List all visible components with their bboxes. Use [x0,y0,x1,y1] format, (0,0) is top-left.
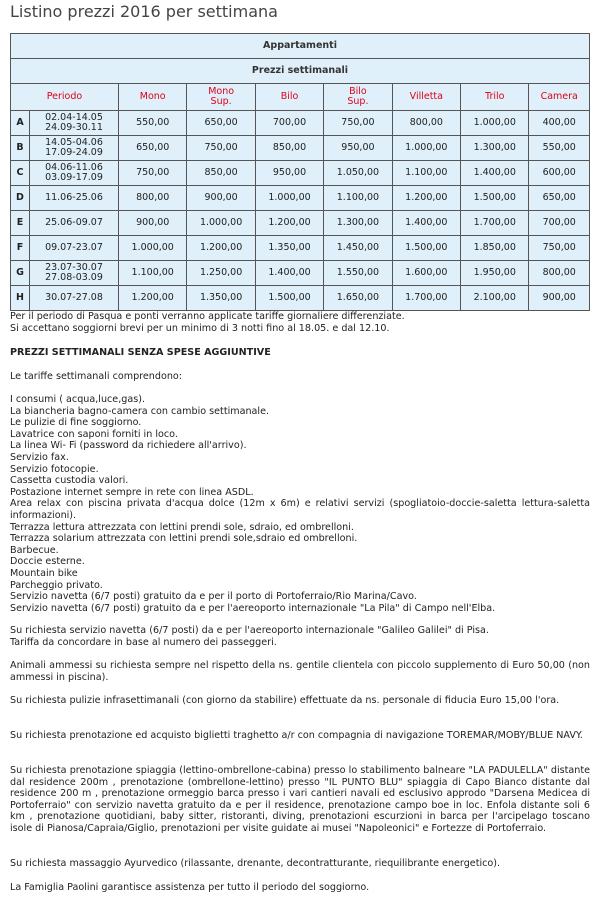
row-period: 23.07-30.07 27.08-03.09 [30,261,119,286]
section-title: PREZZI SETTIMANALI SENZA SPESE AGGIUNTIVE [10,347,271,358]
included-item: Area relax con piscina privata d'acqua dolce (12m x 6m) e relativi servizi (spogliatoio-doccie-saletta lettura-saletta informazioni). [10,498,590,521]
table-row [11,161,590,186]
included-item: La biancheria bagno-camera con cambio settimanale. [10,405,270,417]
ferry-note: Su richiesta prenotazione ed acquisto biglietti traghetto a/r con compagnia di navigazione TOREMAR/MOBY/BLUE NAVY. [10,730,583,741]
row-letter: D [11,186,30,211]
included-item: I consumi ( acqua,luce,gas). [10,394,146,405]
column-header: Bilo [255,84,323,111]
price-cell: 1.000,00 [461,111,529,136]
price-cell: 750,00 [119,161,187,186]
massage-note: Su richiesta massaggio Ayurvedico (rilassante, drenante, decontratturante, riequilibrante energetico). [10,858,501,869]
price-cell: 750,00 [529,236,590,261]
price-cell: 1.850,00 [461,236,529,261]
price-cell: 1.250,00 [187,261,255,286]
price-cell: 1.350,00 [255,236,323,261]
price-cell: 650,00 [119,136,187,161]
price-cell: 1.500,00 [255,286,323,311]
column-header: Villetta [392,84,460,111]
row-period: 04.06-11.06 03.09-17.09 [30,161,119,186]
price-cell: 1.400,00 [461,161,529,186]
price-cell: 2.100,00 [461,286,529,311]
price-cell: 1.000,00 [255,186,323,211]
beach-note: Su richiesta prenotazione spiaggia (lettino-ombrellone-cabina) presso lo stabilimento balneare "LA PADULELLA" distante dal residence 200m , prenotazione (ombrellone-lettino) presso "IL PUNTO BLU" spiaggia di Capo Bianco distante dal residence 200 m , prenotazione ormeggio barca presso i vari cantieri navali ed esclusivo approdo "Darsena Medicea di Portoferraio" con servizio navetta gratuito da e per il residence, prenotazione campo boe in loc. Enfola distante soli 6 km , prenotazione quotidiani, baby sitter, ristoranti, diving, prenotazioni escurzioni in barca per l'arcipelago toscano isole di Pianosa/Capraia/Giglio, prenotazioni per visite guidate ai musei "Napoleonici" e Fortezze di Portoferraio. [10,765,590,834]
price-cell: 750,00 [187,136,255,161]
included-item: Terrazza lettura attrezzata con lettini prendi sole, sdraio, ed ombrelloni. [10,521,354,533]
price-cell: 1.200,00 [392,186,460,211]
price-cell: 1.200,00 [255,211,323,236]
included-item: La linea Wi- Fi (password da richiedere all'arrivo). [10,440,247,452]
page-title: Listino prezzi 2016 per settimana [10,2,278,21]
included-item: Barbecue. [10,544,59,556]
price-cell: 650,00 [187,111,255,136]
price-cell: 1.200,00 [119,286,187,311]
cleaning-note: Su richiesta pulizie infrasettimanali (con giorno da stabilire) effettuate da ns. personale di fiducia Euro 15,00 l'ora. [10,695,560,706]
price-cell: 1.500,00 [392,236,460,261]
row-period: 14.05-04.06 17.09-24.09 [30,136,119,161]
included-item: Postazione internet sempre in rete con linea ASDL. [10,486,254,498]
row-period: 02.04-14.05 24.09-30.11 [30,111,119,136]
price-cell: 900,00 [119,211,187,236]
included-item: Servizio fax. [10,451,69,463]
price-cell: 600,00 [529,161,590,186]
included-item: Parcheggio privato. [10,579,103,591]
price-cell: 650,00 [529,186,590,211]
table-row [11,136,590,161]
table-row [11,261,590,286]
included-item: Servizio navetta (6/7 posti) gratuito da e per l'aereoporto internazionale "La Pila" di Campo nell'Elba. [10,602,496,614]
price-cell: 950,00 [324,136,392,161]
column-header: Mono [119,84,187,111]
price-cell: 1.500,00 [461,186,529,211]
included-item: Servizio navetta (6/7 posti) gratuito da e per il porto di Portoferraio/Rio Marina/Cavo. [10,591,417,603]
price-cell: 1.300,00 [324,211,392,236]
price-cell: 1.100,00 [324,186,392,211]
price-cell: 850,00 [255,136,323,161]
row-letter: B [11,136,30,161]
included-item: Mountain bike [10,567,78,579]
price-cell: 1.700,00 [392,286,460,311]
price-cell: 1.050,00 [324,161,392,186]
row-period: 25.06-09.07 [30,211,119,236]
animals-note: Animali ammessi su richiesta sempre nel rispetto della ns. gentile clientela con piccolo supplemento di Euro 50,00 (non ammessi in piscina). [10,660,590,683]
included-intro: Le tariffe settimanali comprendono: [10,371,183,382]
column-header: Mono Sup. [187,84,255,111]
price-cell: 1.600,00 [392,261,460,286]
row-period: 09.07-23.07 [30,236,119,261]
price-cell: 1.000,00 [187,211,255,236]
price-cell: 1.000,00 [392,136,460,161]
price-cell: 1.650,00 [324,286,392,311]
price-cell: 550,00 [119,111,187,136]
price-cell: 1.400,00 [255,261,323,286]
column-header: Periodo [11,84,119,111]
included-list [10,394,590,614]
price-cell: 1.700,00 [461,211,529,236]
included-item: Terrazza solarium attrezzata con lettini prendi sole,sdraio ed ombrelloni. [10,533,358,545]
row-letter: G [11,261,30,286]
included-item: Le pulizie di fine soggiorno. [10,417,142,429]
price-cell: 1.550,00 [324,261,392,286]
price-cell: 800,00 [529,261,590,286]
price-cell: 800,00 [392,111,460,136]
price-cell: 950,00 [255,161,323,186]
price-cell: 750,00 [324,111,392,136]
shuttle-pisa-note: Su richiesta servizio navetta (6/7 posti) da e per l'aereoporto internazionale "Galileo Galilei" di Pisa. Tariffa da concordare in base al numero dei passeggeri. [10,625,489,648]
price-cell: 800,00 [119,186,187,211]
table-row [11,211,590,236]
price-cell: 1.450,00 [324,236,392,261]
price-cell: 700,00 [255,111,323,136]
included-item: Lavatrice con saponi forniti in loco. [10,428,178,440]
row-letter: F [11,236,30,261]
price-cell: 1.350,00 [187,286,255,311]
price-cell: 900,00 [529,286,590,311]
price-cell: 1.100,00 [392,161,460,186]
table-row [11,111,590,136]
price-cell: 400,00 [529,111,590,136]
assistance-note: La Famiglia Paolini garantisce assistenza per tutto il periodo del soggiorno. [10,882,370,893]
table-row [11,186,590,211]
column-header: Bilo Sup. [324,84,392,111]
price-cell: 900,00 [187,186,255,211]
price-cell: 850,00 [187,161,255,186]
row-letter: A [11,111,30,136]
price-cell: 550,00 [529,136,590,161]
column-header-row [11,84,590,111]
price-cell: 1.200,00 [187,236,255,261]
row-period: 30.07-27.08 [30,286,119,311]
row-letter: E [11,211,30,236]
row-letter: H [11,286,30,311]
header-prezzi-settimanali: Prezzi settimanali [11,59,590,84]
price-cell: 1.000,00 [119,236,187,261]
column-header: Camera [529,84,590,111]
price-cell: 1.300,00 [461,136,529,161]
price-table [10,33,590,311]
included-item: Cassetta custodia valori. [10,475,129,487]
header-appartamenti: Appartamenti [11,34,590,59]
table-row [11,236,590,261]
row-period: 11.06-25.06 [30,186,119,211]
table-row [11,286,590,311]
price-cell: 700,00 [529,211,590,236]
included-item: Servizio fotocopie. [10,463,99,475]
row-letter: C [11,161,30,186]
column-header: Trilo [461,84,529,111]
price-cell: 1.100,00 [119,261,187,286]
easter-note: Per il periodo di Pasqua e ponti verranno applicate tariffe giornaliere differenziate. Si accettano soggiorni brevi per un minimo di 3 notti fino al 18.05. e dal 12.10. [10,311,405,334]
price-cell: 1.950,00 [461,261,529,286]
price-cell: 1.400,00 [392,211,460,236]
included-item: Doccie esterne. [10,556,85,568]
